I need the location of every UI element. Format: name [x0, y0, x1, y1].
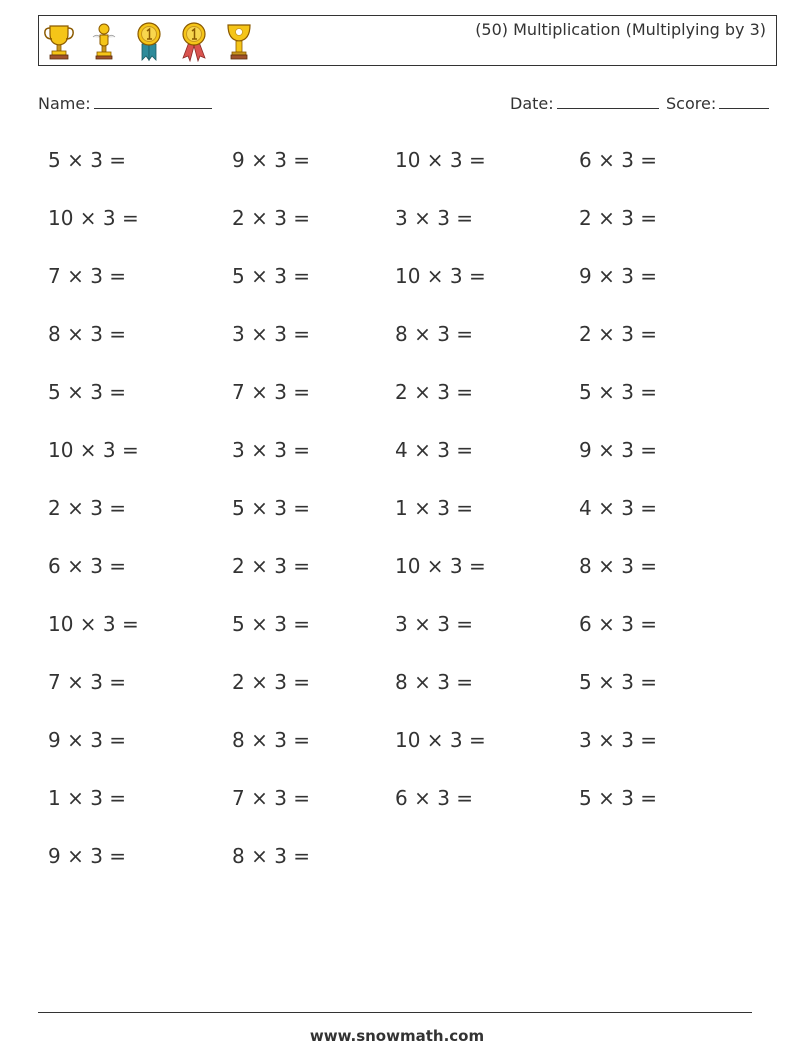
problem-item: 3 × 3 = [579, 728, 658, 752]
problem-item: 8 × 3 = [232, 728, 311, 752]
problem-item: 10 × 3 = [395, 264, 486, 288]
problem-item: 9 × 3 = [48, 728, 127, 752]
name-label: Name: [38, 94, 91, 113]
problem-item: 5 × 3 = [579, 380, 658, 404]
problem-item: 6 × 3 = [579, 148, 658, 172]
score-label: Score: [666, 94, 717, 113]
problem-item: 5 × 3 = [48, 380, 127, 404]
worksheet-title: (50) Multiplication (Multiplying by 3) [475, 20, 766, 39]
footer-divider [38, 1012, 752, 1013]
problem-item: 5 × 3 = [579, 670, 658, 694]
problem-item: 7 × 3 = [48, 264, 127, 288]
problem-item: 9 × 3 = [48, 844, 127, 868]
problem-item: 5 × 3 = [579, 786, 658, 810]
problem-item: 5 × 3 = [48, 148, 127, 172]
problem-item: 2 × 3 = [579, 322, 658, 346]
problem-item: 8 × 3 = [395, 670, 474, 694]
problem-item: 7 × 3 = [232, 380, 311, 404]
problem-item: 4 × 3 = [395, 438, 474, 462]
problem-item: 2 × 3 = [232, 670, 311, 694]
problem-item: 8 × 3 = [48, 322, 127, 346]
problem-item: 3 × 3 = [232, 438, 311, 462]
problem-item: 3 × 3 = [395, 612, 474, 636]
problem-item: 10 × 3 = [48, 206, 139, 230]
problem-item: 5 × 3 = [232, 612, 311, 636]
date-label: Date: [510, 94, 554, 113]
problem-item: 6 × 3 = [48, 554, 127, 578]
problem-item: 2 × 3 = [579, 206, 658, 230]
problem-item: 3 × 3 = [232, 322, 311, 346]
problem-item: 1 × 3 = [48, 786, 127, 810]
problem-item: 10 × 3 = [48, 612, 139, 636]
problem-item: 3 × 3 = [395, 206, 474, 230]
problem-item: 5 × 3 = [232, 496, 311, 520]
problem-item: 2 × 3 = [232, 554, 311, 578]
problem-item: 2 × 3 = [232, 206, 311, 230]
problem-item: 9 × 3 = [232, 148, 311, 172]
problem-item: 4 × 3 = [579, 496, 658, 520]
problem-item: 10 × 3 = [395, 554, 486, 578]
problem-item: 2 × 3 = [395, 380, 474, 404]
problem-item: 6 × 3 = [579, 612, 658, 636]
problem-item: 5 × 3 = [232, 264, 311, 288]
problem-item: 8 × 3 = [579, 554, 658, 578]
problem-item: 10 × 3 = [395, 148, 486, 172]
problem-item: 9 × 3 = [579, 438, 658, 462]
problem-item: 2 × 3 = [48, 496, 127, 520]
problem-item: 10 × 3 = [48, 438, 139, 462]
problem-item: 8 × 3 = [395, 322, 474, 346]
problem-item: 1 × 3 = [395, 496, 474, 520]
problem-item: 7 × 3 = [232, 786, 311, 810]
problem-item: 9 × 3 = [579, 264, 658, 288]
problem-item: 7 × 3 = [48, 670, 127, 694]
problem-item: 10 × 3 = [395, 728, 486, 752]
problem-item: 6 × 3 = [395, 786, 474, 810]
footer-site: www.snowmath.com [309, 1027, 485, 1045]
problem-item: 8 × 3 = [232, 844, 311, 868]
